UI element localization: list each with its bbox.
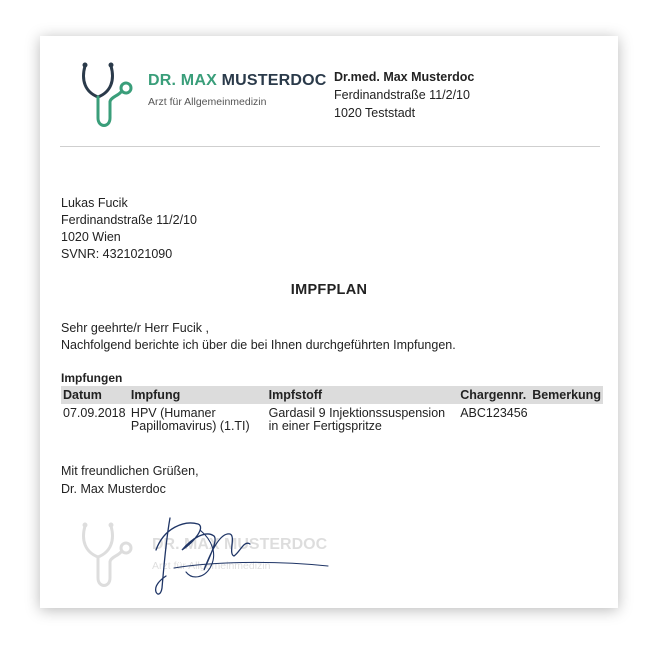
stethoscope-logo-icon <box>78 60 138 132</box>
table-header-row <box>61 386 603 404</box>
column-header: Impfstoff <box>267 386 459 404</box>
document-title: IMPFPLAN <box>290 282 368 298</box>
brand-name: DR. MAX MUSTERDOC <box>148 72 327 89</box>
cell-vaccination: HPV (Humaner Papillomavirus) (1.TI) <box>130 406 250 433</box>
closing-greeting: Mit freundlichen Grüßen, <box>61 464 199 478</box>
brand-subtitle: Arzt für Allgemeinmedizin <box>148 96 267 108</box>
document-page <box>40 36 618 608</box>
intro-text <box>61 320 456 354</box>
intro-sentence: Nachfolgend berichte ich über die bei Ihnen durchgeführten Impfungen. <box>61 338 456 352</box>
signature-image <box>140 510 330 600</box>
doctor-name: Dr.med. Max Musterdoc <box>334 70 475 84</box>
header-divider <box>60 146 600 147</box>
column-header: Impfung <box>129 386 267 404</box>
cell-vaccine: Gardasil 9 Injektionssuspension in einer Fertigspritze <box>268 406 446 433</box>
column-header: Bemerkung <box>530 386 603 404</box>
column-header: Datum <box>61 386 129 404</box>
table-caption: Impfungen <box>61 371 123 385</box>
column-header: Chargennr. <box>458 386 530 404</box>
salutation: Sehr geehrte/r Herr Fucik , <box>61 321 209 335</box>
patient-address <box>61 195 197 263</box>
closing <box>61 462 199 498</box>
stamp-subtitle: Arzt für Allgemeinmedizin <box>152 560 271 572</box>
vaccination-table <box>61 386 603 433</box>
patient-name: Lukas Fucik <box>61 196 128 210</box>
stamp-brand: DR. MAX MUSTERDOC <box>152 536 328 553</box>
table-row <box>61 404 603 433</box>
patient-city: 1020 Wien <box>61 230 121 244</box>
stamp-logo-icon <box>78 520 138 592</box>
cell-batch: ABC123456 <box>460 406 528 420</box>
doctor-address <box>334 68 474 122</box>
cell-remark <box>530 404 603 433</box>
closing-signer: Dr. Max Musterdoc <box>61 482 166 496</box>
patient-svnr: SVNR: 4321021090 <box>61 247 173 261</box>
doctor-city: 1020 Teststadt <box>334 106 416 120</box>
patient-street: Ferdinandstraße 11/2/10 <box>61 213 197 227</box>
doctor-street: Ferdinandstraße 11/2/10 <box>334 88 470 102</box>
cell-date: 07.09.2018 <box>63 406 126 420</box>
